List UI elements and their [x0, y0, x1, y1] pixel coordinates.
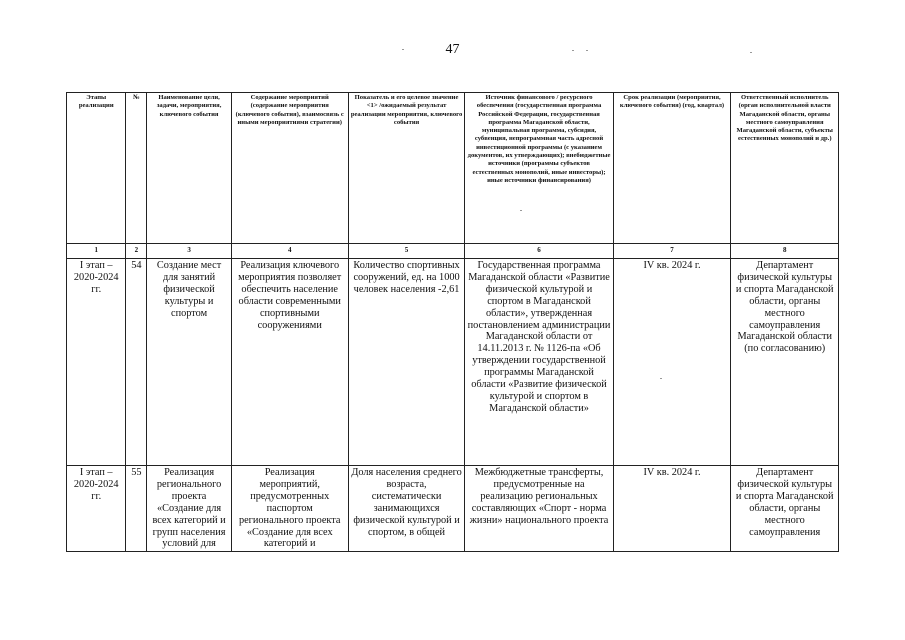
- header-term: Срок реализации (мероприятия, ключевого события) (год, квартал): [613, 93, 731, 244]
- header-source: Источник финансового / ресурсного обеспечения (государственная программа Российской Федерации, государственная программа Магаданской области, муниципальная программа, субсидия, субвенция, непрограммная часть адресной инвестиционной программы (с указанием документов, их утверждающих); внебюджетные источники (программы субъектов естественных монополий, иные инвесторы); иные источники финансирования): [465, 93, 613, 244]
- col-num-5: 5: [348, 244, 465, 259]
- table-row: [67, 259, 839, 466]
- cell-source: Государственная программа Магаданской области «Развитие физической культурой и спортом в Магаданской области», утвержденная постановлением администрации Магаданской области от 14.11.2013 г. № 1126-па «Об утверждении государственной программы Магаданской области «Развитие физической культурой и спортом в Магаданской области»: [465, 259, 613, 466]
- cell-indicator: Доля населения среднего возраста, систематически занимающихся физической культурой и спортом, в общей: [348, 466, 465, 552]
- header-stages: Этапы реализации: [67, 93, 126, 244]
- cell-stage: I этап – 2020-2024 гг.: [67, 466, 126, 552]
- header-content: Содержание мероприятий (содержание мероприятия (ключевого события), взаимосвязь с иными мероприятиями стратегии): [231, 93, 348, 244]
- cell-stage: I этап – 2020-2024 гг.: [67, 259, 126, 466]
- col-num-2: 2: [126, 244, 147, 259]
- strategy-table: [66, 92, 839, 552]
- cell-term: IV кв. 2024 г.: [613, 466, 731, 552]
- cell-indicator: Количество спортивных сооружений, ед. на 1000 человек населения -2,61: [348, 259, 465, 466]
- header-executor: Ответственный исполнитель (орган исполнительной власти Магаданской области, органы местного самоуправления Магаданской области, субъекты естественных монополий и др.): [731, 93, 839, 244]
- col-num-4: 4: [231, 244, 348, 259]
- cell-number: 55: [126, 466, 147, 552]
- col-num-1: 1: [67, 244, 126, 259]
- header-name: Наименование цели, задачи, мероприятия, ключевого события: [147, 93, 232, 244]
- header-indicator: Показатель и его целевое значение <1> /ожидаемый результат реализации мероприятия, ключевого события: [348, 93, 465, 244]
- scan-speck: [520, 210, 522, 211]
- scan-speck: [750, 52, 752, 53]
- page-number: 47: [445, 42, 460, 57]
- cell-name: Создание мест для занятий физической культуры и спортом: [147, 259, 232, 466]
- scan-speck: [402, 49, 404, 50]
- col-num-7: 7: [613, 244, 731, 259]
- col-num-6: 6: [465, 244, 613, 259]
- table-row: [67, 466, 839, 552]
- column-number-row: [67, 244, 839, 259]
- cell-content: Реализация ключевого мероприятия позволяет обеспечить население области современными спортивными сооружениями: [231, 259, 348, 466]
- col-num-8: 8: [731, 244, 839, 259]
- header-row: [67, 93, 839, 244]
- cell-executor: Департамент физической культуры и спорта Магаданской области, органы местного самоуправления: [731, 466, 839, 552]
- cell-source: Межбюджетные трансферты, предусмотренные на реализацию региональных составляющих «Спорт - норма жизни» национального проекта: [465, 466, 613, 552]
- col-num-3: 3: [147, 244, 232, 259]
- cell-term: IV кв. 2024 г.: [613, 259, 731, 466]
- cell-number: 54: [126, 259, 147, 466]
- scan-speck: [586, 50, 588, 51]
- cell-name: Реализация регионального проекта «Создание для всех категорий и групп населения условий для: [147, 466, 232, 552]
- cell-content: Реализация мероприятий, предусмотренных паспортом регионального проекта «Создание для всех категорий и: [231, 466, 348, 552]
- header-number: №: [126, 93, 147, 244]
- scan-speck: [572, 50, 574, 51]
- cell-executor: Департамент физической культуры и спорта Магаданской области, органы местного самоуправления Магаданской области (по согласованию): [731, 259, 839, 466]
- scan-speck: [660, 378, 662, 379]
